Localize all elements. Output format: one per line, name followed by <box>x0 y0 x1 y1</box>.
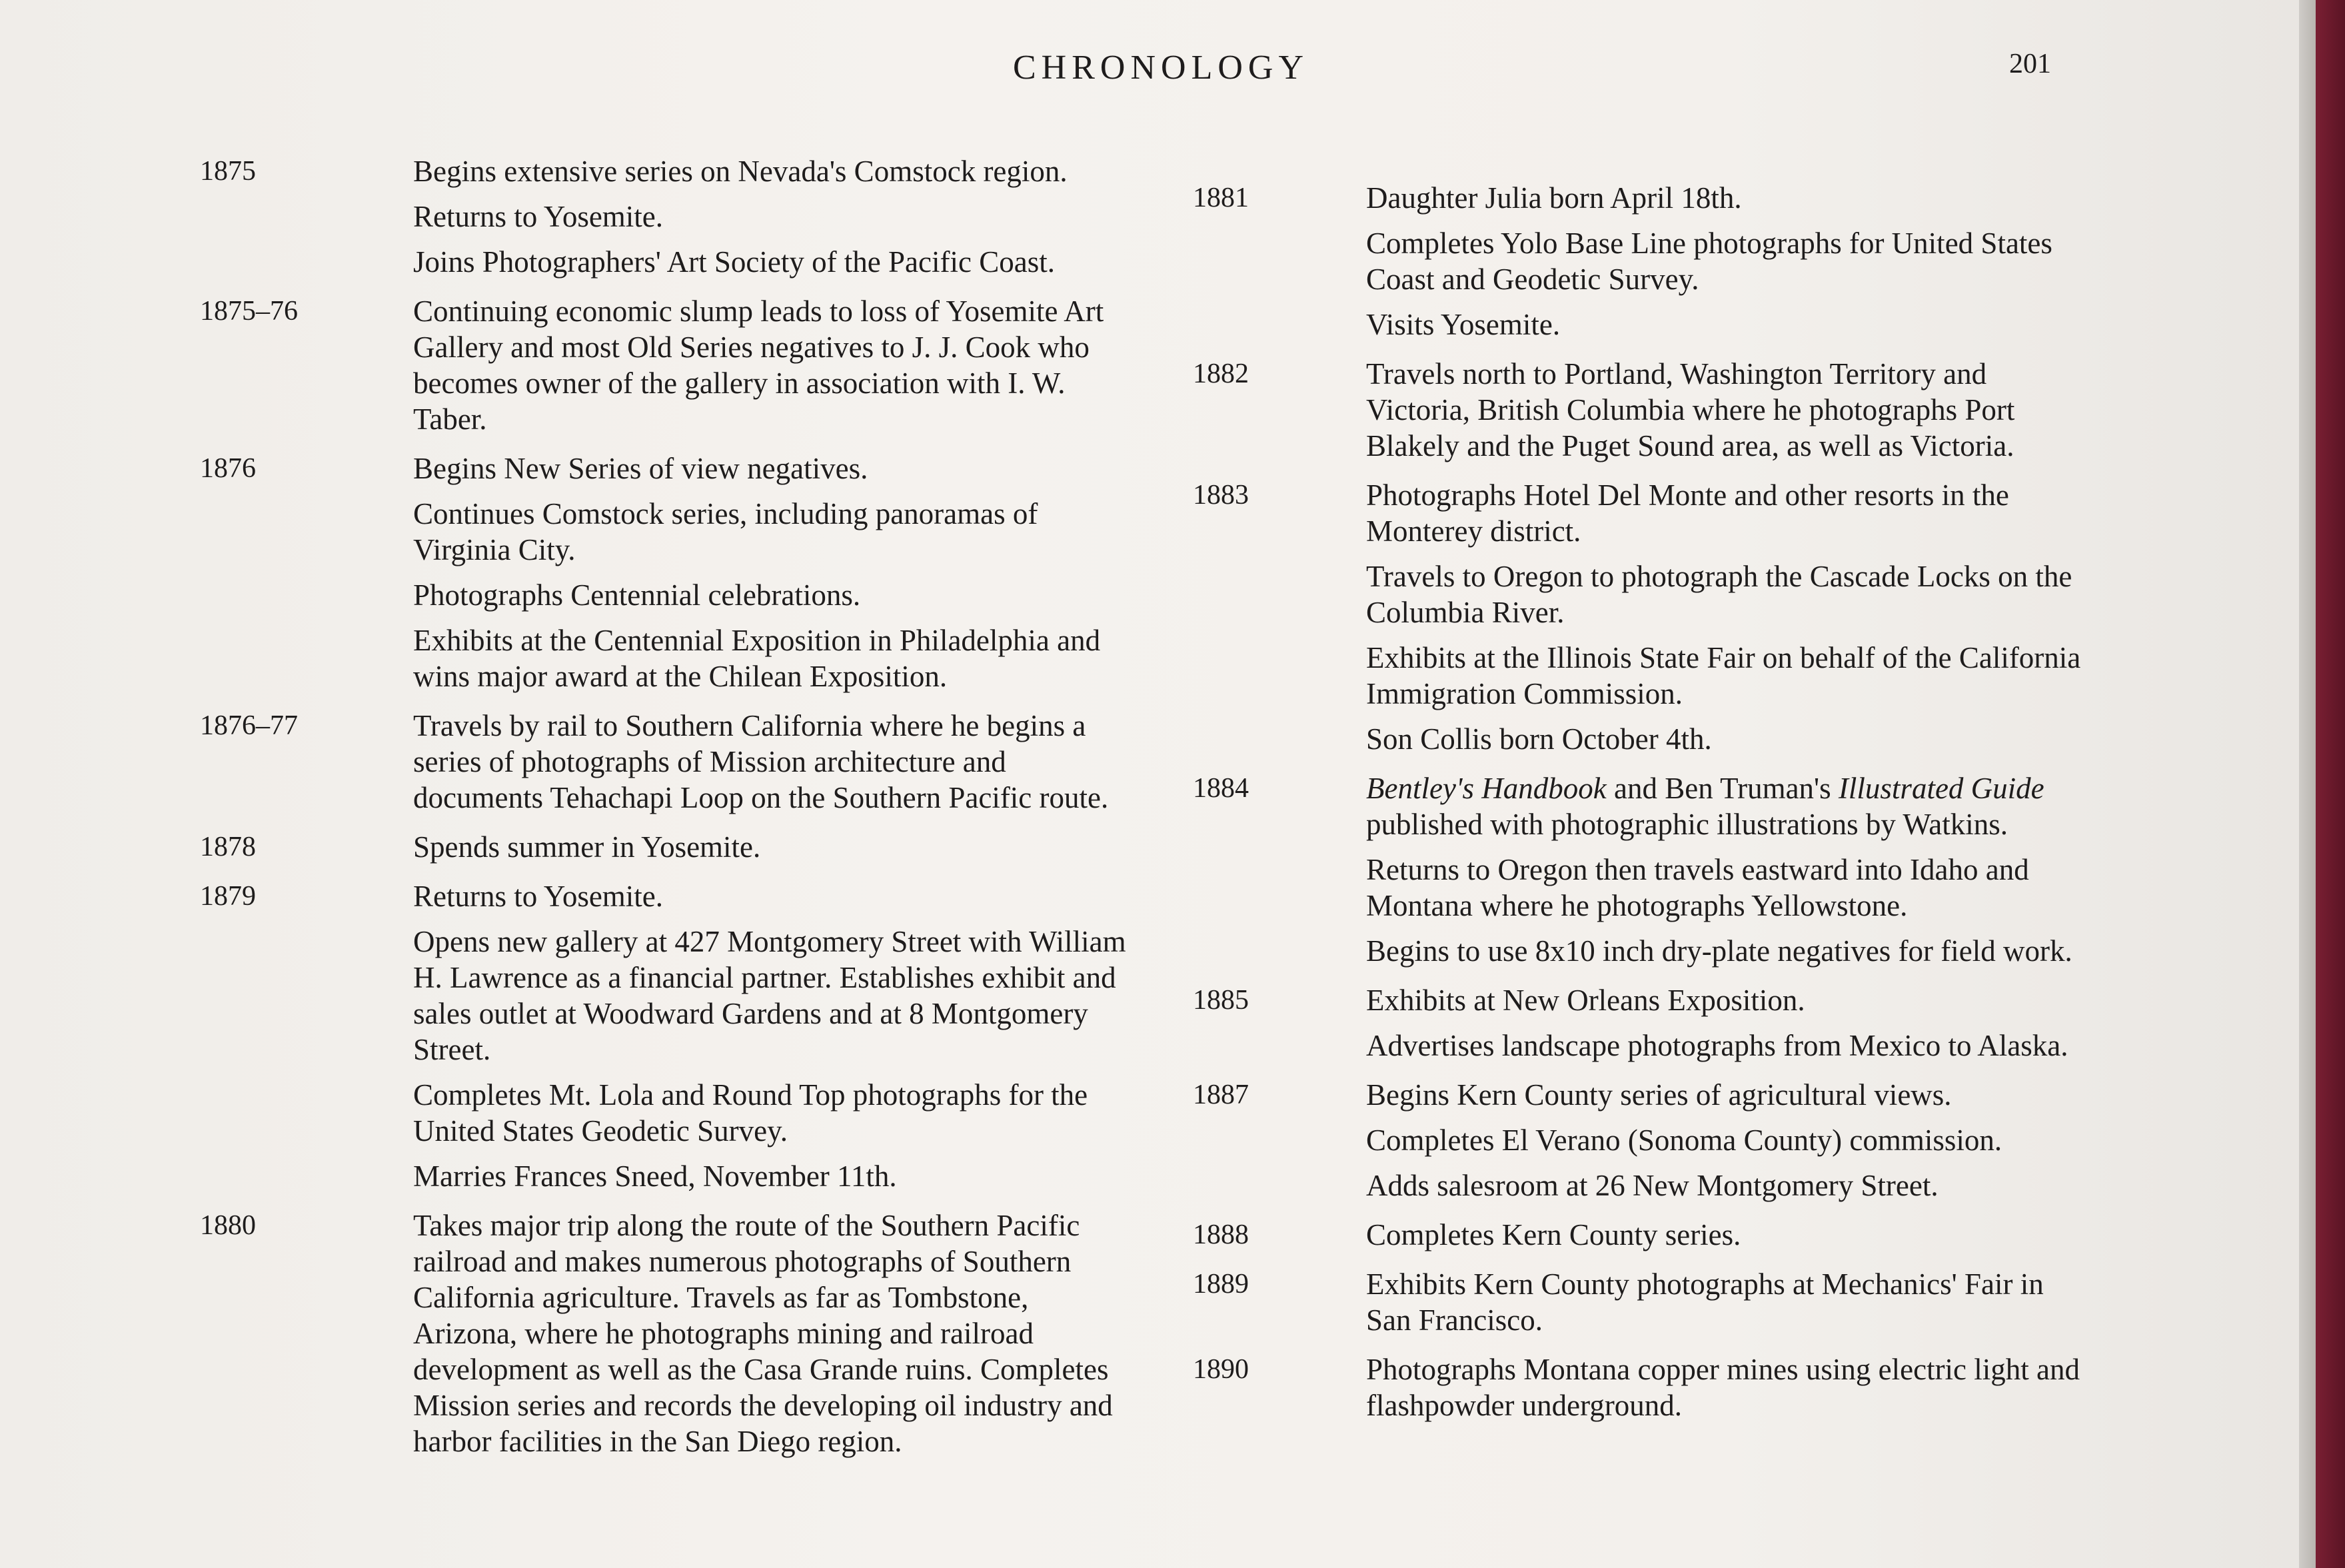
chronology-left-column <box>200 153 1173 1473</box>
event-text: Begins to use 8x10 inch dry-plate negatives for field work. <box>1366 934 2072 968</box>
event-list <box>1366 1266 2099 1347</box>
event-text: Completes El Verano (Sonoma County) commission. <box>1366 1124 2002 1157</box>
year-label: 1887 <box>1193 1080 1249 1110</box>
event-list <box>1366 356 2099 473</box>
event-list <box>1366 477 2099 766</box>
year-label: 1875–76 <box>200 296 298 327</box>
event-list <box>413 878 1173 1203</box>
event-text: Continues Comstock series, including panoramas of Virginia City. <box>413 497 1038 566</box>
year-entry-1876-77 <box>200 708 1173 825</box>
event-text: Returns to Yosemite. <box>413 880 664 913</box>
year-entry-1879 <box>200 878 1173 1203</box>
year-entry-1882 <box>1193 356 2099 473</box>
year-entry-1888 <box>1193 1217 2099 1262</box>
chronology-right-column <box>1193 180 2099 1437</box>
year-entry-1875 <box>200 153 1173 289</box>
year-label: 1885 <box>1193 985 1249 1016</box>
year-label: 1879 <box>200 881 256 912</box>
event-text: Joins Photographers' Art Society of the Pacific Coast. <box>413 245 1055 279</box>
event-text: Exhibits at the Illinois State Fair on behalf of the California Immigration Commission. <box>1366 641 2081 710</box>
event-list <box>413 1207 1173 1469</box>
event-text: Takes major trip along the route of the Southern Pacific railroad and makes numerous photographs of Southern California agriculture. Travels as far as Tombstone, Arizona, where he photographs mining and railroad development as well as the Casa Grande ruins. Completes Mission series and records the developing oil industry and harbor facilities in the San Diego region. <box>413 1209 1113 1458</box>
year-label: 1876 <box>200 453 256 484</box>
event-list <box>413 708 1173 825</box>
year-entry-1887 <box>1193 1077 2099 1213</box>
event-text: Completes Mt. Lola and Round Top photographs for the United States Geodetic Survey. <box>413 1078 1088 1148</box>
event-text: Completes Kern County series. <box>1366 1218 1741 1251</box>
year-entry-1889 <box>1193 1266 2099 1347</box>
event-text: Daughter Julia born April 18th. <box>1366 181 1742 215</box>
year-entry-1878 <box>200 829 1173 874</box>
event-text: Photographs Centennial celebrations. <box>413 578 861 612</box>
book-title: Bentley's Handbook <box>1366 772 1607 805</box>
book-title: Illustrated Guide <box>1838 772 2044 805</box>
event-list <box>413 829 1173 874</box>
year-label: 1876–77 <box>200 710 298 741</box>
year-entry-1876 <box>200 450 1173 704</box>
event-text: Adds salesroom at 26 New Montgomery Street. <box>1366 1169 1939 1202</box>
event-text: Travels north to Portland, Washington Territory and Victoria, British Columbia where he photographs Port Blakely and the Puget Sound area, as well as Victoria. <box>1366 357 2015 462</box>
event-text-fragment: and Ben Truman's <box>1606 772 1839 805</box>
event-text: Begins Kern County series of agricultural views. <box>1366 1078 1952 1112</box>
year-label: 1882 <box>1193 359 1249 389</box>
event-text: Exhibits Kern County photographs at Mechanics' Fair in San Francisco. <box>1366 1267 2044 1337</box>
event-text: Photographs Hotel Del Monte and other resorts in the Monterey district. <box>1366 478 2009 548</box>
event-text: Returns to Oregon then travels eastward into Idaho and Montana where he photographs Yellowstone. <box>1366 853 2029 922</box>
event-list <box>413 153 1173 289</box>
event-text: Begins New Series of view negatives. <box>413 452 868 485</box>
event-text: Exhibits at New Orleans Exposition. <box>1366 984 1805 1017</box>
year-label: 1875 <box>200 156 256 187</box>
year-entry-1885 <box>1193 982 2099 1073</box>
event-text: Opens new gallery at 427 Montgomery Street with William H. Lawrence as a financial partner. Establishes exhibit and sales outlet at Woodward Gardens and at 8 Montgomery Street. <box>413 925 1126 1066</box>
event-text: Returns to Yosemite. <box>413 200 664 233</box>
year-label: 1889 <box>1193 1269 1249 1299</box>
year-entry-1875-76 <box>200 293 1173 446</box>
event-list <box>413 293 1173 446</box>
year-label: 1880 <box>200 1210 256 1241</box>
event-list <box>1366 180 2099 352</box>
year-entry-1880 <box>200 1207 1173 1469</box>
running-head-title: CHRONOLOGY <box>1013 49 1309 87</box>
event-text-with-titles <box>1366 770 2092 842</box>
event-text: Travels to Oregon to photograph the Cascade Locks on the Columbia River. <box>1366 560 2072 629</box>
year-label: 1888 <box>1193 1219 1249 1250</box>
year-entry-1884 <box>1193 770 2099 978</box>
year-entry-1881 <box>1193 180 2099 352</box>
event-text: Marries Frances Sneed, November 11th. <box>413 1160 897 1193</box>
year-label: 1884 <box>1193 773 1249 804</box>
event-text: Visits Yosemite. <box>1366 308 1561 341</box>
event-list <box>1366 1217 2099 1262</box>
year-label: 1881 <box>1193 183 1249 213</box>
page-number: 201 <box>2009 49 2051 79</box>
event-list <box>1366 982 2099 1073</box>
event-text: Spends summer in Yosemite. <box>413 830 761 864</box>
event-list <box>1366 1077 2099 1213</box>
event-list <box>413 450 1173 704</box>
year-label: 1878 <box>200 832 256 862</box>
event-text: Begins extensive series on Nevada's Comstock region. <box>413 155 1068 188</box>
year-entry-1890 <box>1193 1351 2099 1433</box>
event-text-fragment: published with photographic illustrations by Watkins. <box>1366 808 2008 841</box>
year-label: 1890 <box>1193 1354 1249 1385</box>
event-list <box>1366 770 2099 978</box>
event-list <box>1366 1351 2099 1433</box>
event-text: Photographs Montana copper mines using electric light and flashpowder underground. <box>1366 1353 2080 1422</box>
page-edge <box>2299 0 2316 1568</box>
event-text: Advertises landscape photographs from Mexico to Alaska. <box>1366 1029 2068 1062</box>
event-text: Continuing economic slump leads to loss of Yosemite Art Gallery and most Old Series negatives to J. J. Cook who becomes owner of the gallery in association with I. W. Taber. <box>413 295 1104 436</box>
book-cover-edge <box>2316 0 2345 1568</box>
year-label: 1883 <box>1193 480 1249 510</box>
event-text: Travels by rail to Southern California where he begins a series of photographs of Mission architecture and documents Tehachapi Loop on the Southern Pacific route. <box>413 709 1109 814</box>
year-entry-1883 <box>1193 477 2099 766</box>
event-text: Exhibits at the Centennial Exposition in Philadelphia and wins major award at the Chilean Exposition. <box>413 624 1101 693</box>
event-text: Son Collis born October 4th. <box>1366 722 1712 756</box>
event-text: Completes Yolo Base Line photographs for United States Coast and Geodetic Survey. <box>1366 227 2052 296</box>
